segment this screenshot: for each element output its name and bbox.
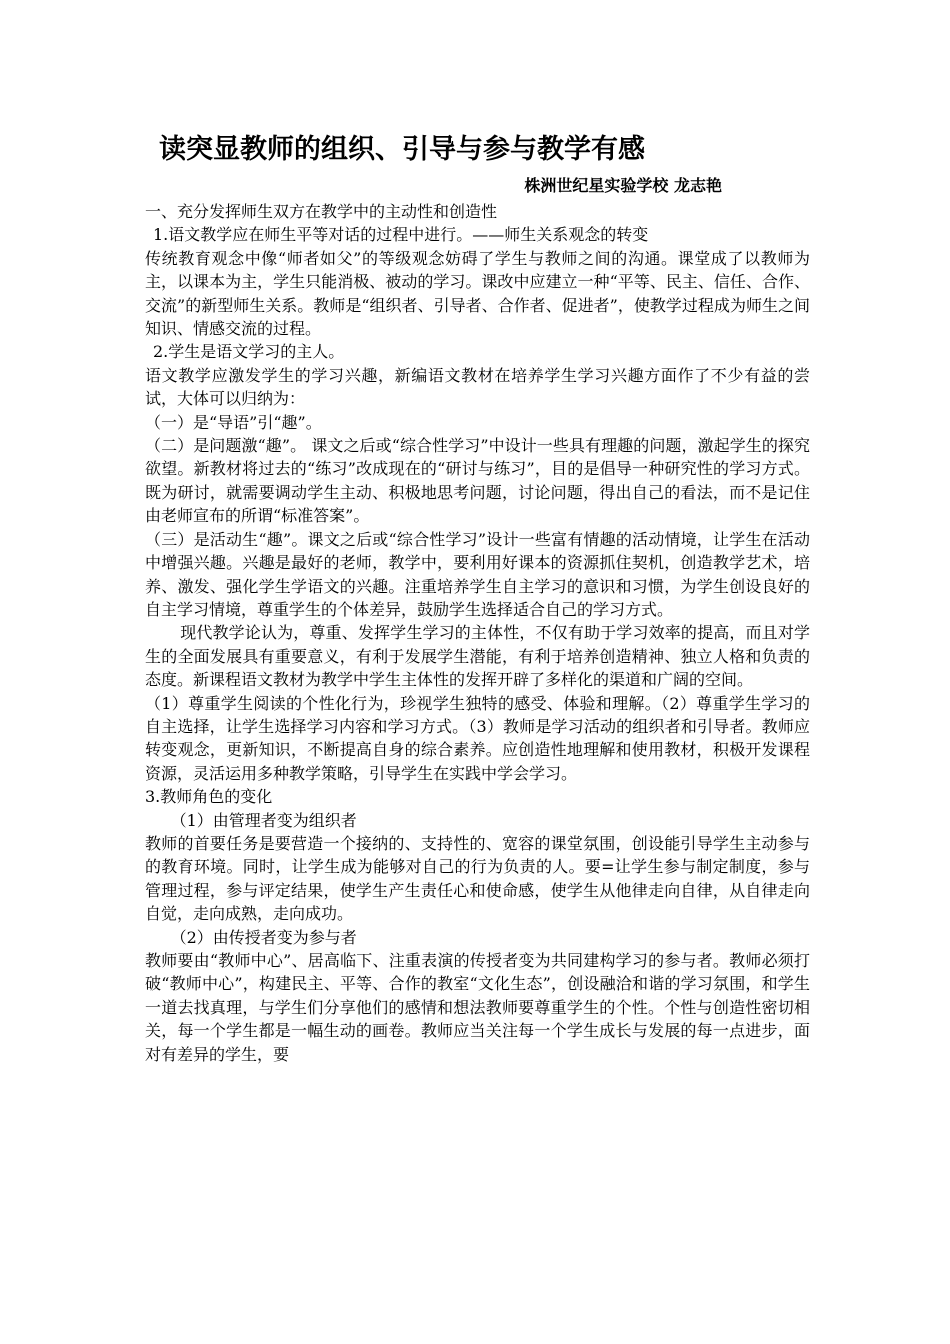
author-line: 株洲世纪星实验学校 龙志艳 [524,176,722,195]
document-page [145,128,810,1066]
document-title: 读突显教师的组织、引导与参与教学有感 [159,134,645,165]
subheading: 3.教师角色的变化 [145,787,273,807]
paragraph: （二）是问题激“趣”。 课文之后或“综合性学习”中设计一些具有理趣的问题，激起学生的探究欲望。新教材将过去的“练习”改成现在的“研讨与练习”，目的是倡导一种研究性的学习方式。既为研讨，就需要调动学生主动、积极地思考问题，讨论问题，得出自己的看法，而不是记住由老师宣布的所谓“标准答案”。 [145,436,810,526]
subheading: 1.语文教学应在师生平等对话的过程中进行。——师生关系观念的转变 [153,225,649,245]
paragraph: 教师要由“教师中心”、居高临下、注重表演的传授者变为共同建构学习的参与者。教师必须打破“教师中心”，构建民主、平等、合作的教室“文化生态”，创设融洽和谐的学习氛围，和学生一道去找真理，与学生们分享他们的感情和想法教师要尊重学生的个性。个性与创造性密切相关，每一个学生都是一幅生动的画卷。教师应当关注每一个学生成长与发展的每一点进步，面对有差异的学生，要 [145,951,810,1064]
paragraph: （1）尊重学生阅读的个性化行为，珍视学生独特的感受、体验和理解。（2）尊重学生学习的自主选择，让学生选择学习内容和学习方式。（3）教师是学习活动的组织者和引导者。教师应转变观念，更新知识，不断提高自身的综合素养。应创造性地理解和使用教材，积极开发课程资源，灵活运用多种教学策略，引导学生在实践中学会学习。 [145,693,810,783]
paragraph: 语文教学应激发学生的学习兴趣，新编语文教材在培养学生学习兴趣方面作了不少有益的尝试，大体可以归纳为： [145,365,810,409]
paragraph: 传统教育观念中像“师者如父”的等级观念妨碍了学生与教师之间的沟通。课堂成了以教师为主，以课本为主，学生只能消极、被动的学习。课改中应建立一种“平等、民主、信任、合作、交流”的新型师生关系。教师是“组织者、引导者、合作者、促进者”，使教学过程成为师生之间知识、情感交流的过程。 [145,248,810,339]
subheading: （1）由管理者变为组织者 [170,810,357,830]
paragraph: 教师的首要任务是要营造一个接纳的、支持性的、宽容的课堂氛围，创设能引导学生主动参与的教育环境。同时，让学生成为能够对自己的行为负责的人。要=让学生参与制定制度，参与管理过程，参与评定结果，使学生产生责任心和使命感，使学生从他律走向自律，从自律走向自觉，走向成熟，走向成功。 [145,833,810,924]
paragraph: （三）是活动生“趣”。课文之后或“综合性学习”设计一些富有情趣的活动情境，让学生在活动中增强兴趣。兴趣是最好的老师，教学中，要利用好课本的资源抓住契机，创造教学艺术，培养、激发、强化学生学语文的兴趣。注重培养学生自主学习的意识和习惯，为学生创设良好的自主学习情境，尊重学生的个体差异，鼓励学生选择适合自己的学习方式。 [145,529,810,619]
paragraph: （一）是“导语”引“趣”。 [145,412,322,432]
document-body [145,200,810,1066]
subheading: 2.学生是语文学习的主人。 [153,342,345,362]
paragraph: 现代教学论认为，尊重、发挥学生学习的主体性，不仅有助于学习效率的提高，而且对学生的全面发展具有重要意义，有利于发展学生潜能，有利于培养创造精神、独立人格和负责的态度。新课程语文教材为教学中学生主体性的发挥开辟了多样化的渠道和广阔的空间。 [145,623,810,690]
section-heading: 一、充分发挥师生双方在教学中的主动性和创造性 [145,202,498,221]
subheading: （2）由传授者变为参与者 [170,927,357,947]
